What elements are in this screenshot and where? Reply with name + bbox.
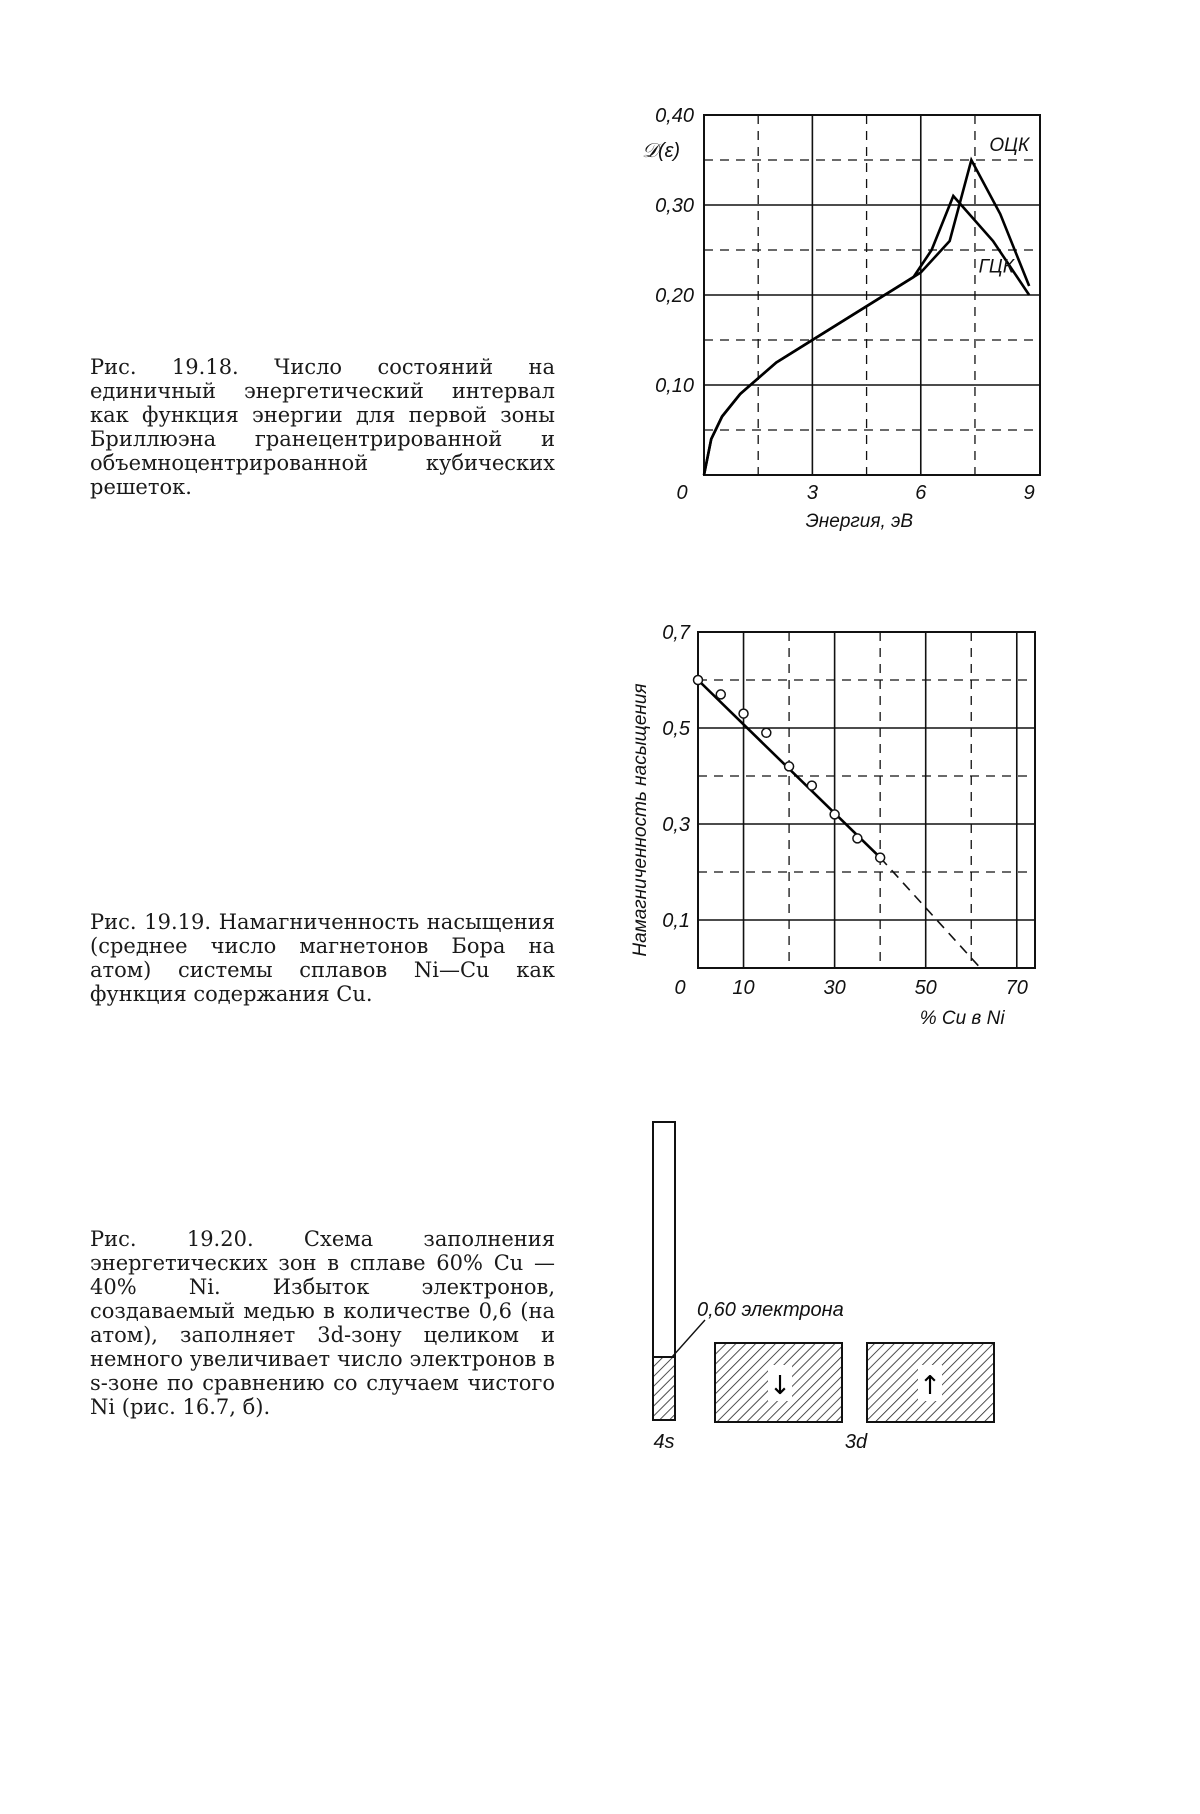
fig19-data-point (830, 810, 839, 819)
spin-up-arrow: ↑ (919, 1371, 941, 1401)
fig18-x-tick: 3 (807, 482, 818, 504)
fig18-y-axis-label: 𝒟(ε) (642, 140, 680, 162)
fig18-y-tick: 0,20 (655, 285, 694, 307)
band-4s-filled (653, 1357, 675, 1420)
fig19-x-tick: 70 (1006, 977, 1028, 999)
fig18-chart (0, 0, 1200, 1814)
fig19-caption: Рис. 19.19. Намагниченность насыщения (среднее число магнетонов Бора на атом) системы сплавов Ni—Cu как функция содержания Cu. (90, 910, 555, 1006)
fig18-series-label: ГЦК (979, 257, 1016, 278)
fig19-x-tick: 50 (915, 977, 937, 999)
fig19-y-tick: 0,1 (662, 910, 690, 932)
fig19-data-point (716, 690, 725, 699)
fig19-data-point (694, 676, 703, 685)
fig19-fit-line (698, 680, 880, 858)
fig19-y-tick: 0,3 (662, 814, 690, 836)
fig19-y-tick: 0,7 (662, 622, 691, 644)
fig18-y-tick: 0,10 (655, 375, 694, 397)
fig18-x-tick: 6 (915, 482, 927, 504)
fig18-frame (704, 115, 1040, 475)
fig18-series-label: ОЦК (989, 135, 1031, 156)
fig19-data-point (876, 853, 885, 862)
fig19-data-point (853, 834, 862, 843)
fig19-data-point (807, 781, 816, 790)
spin-down-bg (768, 1365, 792, 1401)
fig19-x-tick: 30 (823, 977, 845, 999)
fig19-frame (698, 632, 1035, 968)
fig18-y-tick: 0,30 (655, 195, 694, 217)
fig18-series-line (704, 196, 1029, 475)
fig19-extrapolation-line (880, 858, 980, 968)
fig19-x-tick: 0 (674, 977, 685, 999)
fig19-data-point (762, 728, 771, 737)
annotation-label: 0,60 электрона (697, 1299, 844, 1321)
fig19-x-tick: 10 (732, 977, 754, 999)
spin-up-bg (918, 1365, 942, 1401)
band-label-3d: 3d (845, 1431, 868, 1453)
fig18-x-axis-label: Энергия, эВ (806, 511, 914, 532)
fig20-caption: Рис. 19.20. Схема заполнения энергетических зон в сплаве 60% Cu — 40% Ni. Избыток электронов, создаваемый медью в количестве 0,6 (на атом), заполняет 3d-зону целиком и немного увеличивает число электронов в s-зоне по сравнению со случаем чистого Ni (рис. 16.7, б). (90, 1227, 555, 1419)
fig18-series-line (704, 160, 1029, 475)
band-4s-empty (653, 1122, 675, 1357)
fig19-x-axis-label: % Cu в Ni (920, 1008, 1006, 1029)
band-label-4s: 4s (653, 1431, 674, 1453)
fig20-diagram (0, 0, 1200, 1814)
spin-down-arrow: ↓ (769, 1371, 791, 1401)
band-3d-spin-down (715, 1343, 842, 1422)
fig18-x-tick: 0 (676, 482, 687, 504)
annotation-pointer (672, 1320, 705, 1357)
fig18-caption: Рис. 19.18. Число состояний на единичный энергетический интервал как функция энергии для первой зоны Бриллюэна гранецентрированной и объемноцентрированной кубических решеток. (90, 355, 555, 499)
fig19-data-point (785, 762, 794, 771)
fig19-chart (0, 0, 1200, 1814)
fig19-y-tick: 0,5 (662, 718, 691, 740)
fig18-y-tick: 0,40 (655, 105, 694, 127)
fig19-data-point (739, 709, 748, 718)
fig19-y-axis-label: Намагниченность насыщения (630, 683, 651, 956)
fig18-plot (642, 105, 1040, 532)
band-3d-spin-up (867, 1343, 994, 1422)
fig19-plot (630, 622, 1035, 1029)
fig18-x-tick: 9 (1024, 482, 1035, 504)
